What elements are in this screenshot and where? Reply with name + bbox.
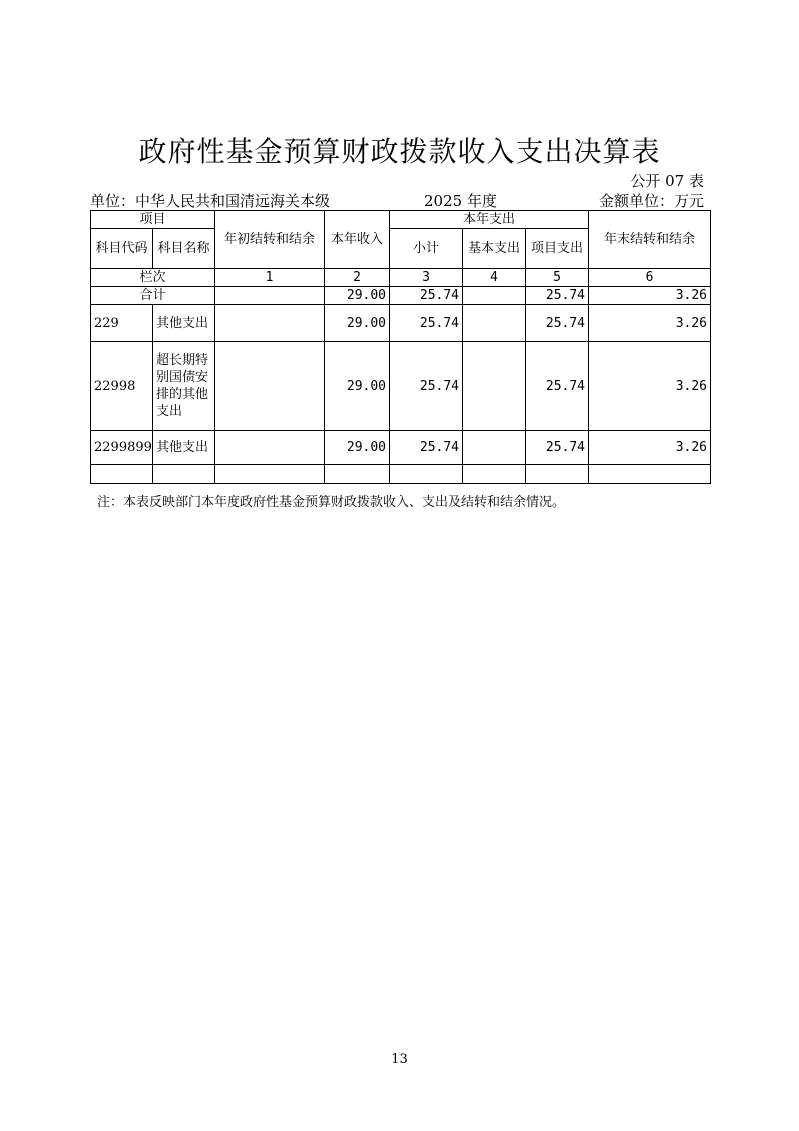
col-num: 3 (390, 269, 463, 287)
row-label: 栏次 (91, 269, 215, 287)
table-note: 注：本表反映部门本年度政府性基金预算财政拨款收入、支出及结转和结余情况。 (97, 495, 566, 510)
header-code: 科目代码 (91, 229, 153, 269)
col-num: 6 (589, 269, 711, 287)
total-basic (463, 287, 526, 305)
row-end: 3.26 (589, 342, 711, 431)
header-name: 科目名称 (153, 229, 215, 269)
table-row (91, 342, 711, 431)
row-income: 29.00 (325, 342, 390, 431)
total-label: 合计 (91, 287, 215, 305)
row-basic (463, 431, 526, 465)
row-begin (215, 431, 325, 465)
row-subtotal: 25.74 (390, 342, 463, 431)
total-income: 29.00 (325, 287, 390, 305)
row-income: 29.00 (325, 431, 390, 465)
col-num: 5 (526, 269, 589, 287)
row-end: 3.26 (589, 431, 711, 465)
col-num: 1 (215, 269, 325, 287)
unit-label: 单位：中华人民共和国清远海关本级 (90, 192, 331, 210)
row-end: 3.26 (589, 305, 711, 342)
row-name: 其他支出 (153, 431, 215, 465)
year-label: 2025 年度 (424, 192, 497, 210)
form-number: 公开 07 表 (630, 172, 704, 190)
total-row (91, 287, 711, 305)
row-begin (215, 305, 325, 342)
row-project: 25.74 (526, 305, 589, 342)
row-income: 29.00 (325, 305, 390, 342)
total-begin (215, 287, 325, 305)
row-subtotal: 25.74 (390, 431, 463, 465)
row-basic (463, 342, 526, 431)
row-project: 25.74 (526, 342, 589, 431)
row-subtotal: 25.74 (390, 305, 463, 342)
table-row (91, 431, 711, 465)
total-subtotal: 25.74 (390, 287, 463, 305)
header-income: 本年收入 (325, 211, 390, 269)
header-item: 项目 (91, 211, 215, 229)
total-end: 3.26 (589, 287, 711, 305)
row-basic (463, 305, 526, 342)
page-title: 政府性基金预算财政拨款收入支出决算表 (138, 135, 661, 168)
fund-table (90, 210, 711, 484)
header-begin-balance: 年初结转和结余 (215, 211, 325, 269)
row-code: 2299899 (91, 431, 153, 465)
money-unit-label: 金额单位：万元 (598, 192, 704, 210)
table-row (91, 305, 711, 342)
header-basic: 基本支出 (463, 229, 526, 269)
empty-row (91, 465, 711, 484)
row-code: 22998 (91, 342, 153, 431)
row-project: 25.74 (526, 431, 589, 465)
row-code: 229 (91, 305, 153, 342)
report-meta (90, 190, 710, 210)
header-subtotal: 小计 (390, 229, 463, 269)
header-end-balance: 年末结转和结余 (589, 211, 711, 269)
page-number: 13 (391, 1052, 408, 1067)
header-expense: 本年支出 (390, 211, 589, 229)
total-project: 25.74 (526, 287, 589, 305)
row-begin (215, 342, 325, 431)
col-num: 2 (325, 269, 390, 287)
header-project: 项目支出 (526, 229, 589, 269)
row-name: 超长期特别国债安排的其他支出 (153, 342, 215, 431)
col-num: 4 (463, 269, 526, 287)
row-name: 其他支出 (153, 305, 215, 342)
